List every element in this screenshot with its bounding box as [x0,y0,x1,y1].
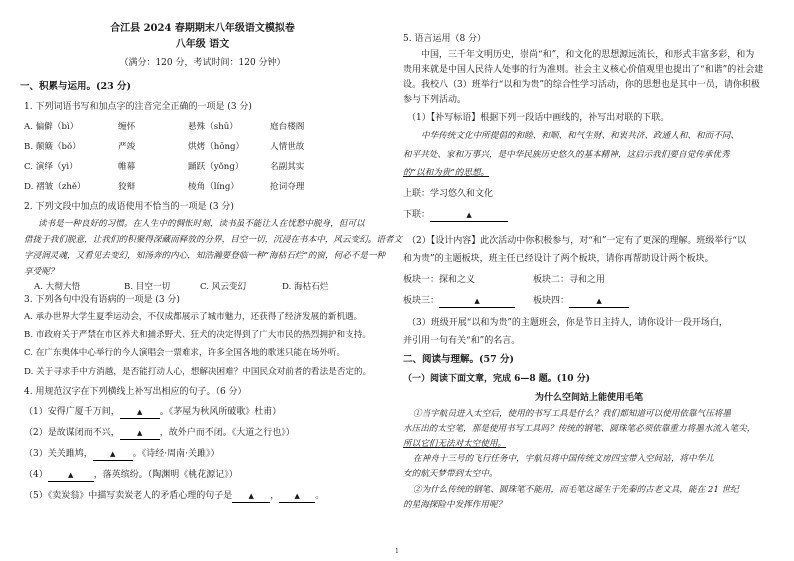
upper-couplet: 上联：学习悠久和文化 [403,189,494,199]
q2-option-a: A. 大彻大悟 [34,282,81,292]
q2-passage-line: 读书是一种良好的习惯。在人生中的惆怅时刻，读书虽不能让人在忧愁中脱身，但可以 [38,219,365,229]
q2-option-b: B. 目空一切 [124,282,171,292]
board-1: 板块一：探和之义 [403,275,476,285]
exam-subtitle: 八年级 语文 [175,39,230,50]
q1-c-2: 帷幕 [118,162,136,172]
q4-item-1: （1）安得广厦千万间， ▲ 。《茅屋为秋风所破歌》杜甫） [24,407,282,417]
q1-d-3: 棱角（líng） [188,182,239,192]
q1-d-2: 狡辩 [118,182,136,192]
q1-a-2: 缠怀 [118,122,136,132]
q5-intro-line: 贵用来就是中国人民待人处事的行为准则。社会主义核心价值观里也提出了“和谐”的社会建 [403,65,764,75]
q1-b-1: B. 颠簸（bǒ） [24,142,81,152]
triangle-icon: ▲ [466,211,472,219]
right-column [403,0,775,561]
answer-blank[interactable] [430,210,508,222]
triangle-icon: ▲ [110,450,116,458]
article-title: 为什么空间站上能使用毛笔 [534,393,643,403]
reading-1-heading: （一）阅读下面文章，完成 6—8 题。(10 分) [403,374,590,384]
page-number: 1 [395,548,399,555]
q3-option-d: D. 关于寻求手中方消越，是否能打动人心，想解决困难？中国民众对前者的看法是否定的。 [24,367,372,377]
q2-passage-line: 享受呢？ [24,267,59,277]
q3-option-c: C. 在广东奥体中心举行的今人演唱会一票难求，许多全国各地的歌迷只能在场外听。 [24,348,346,358]
q1-c-3: 踊跃（yǒng） [188,162,244,172]
q1-d-4: 抢词夺理 [270,182,305,192]
q5-passage-line: 的“以和为贵”的思想。 [403,168,490,178]
q2-passage-line: 字浸润灵魂，又看见去变幻，知汤奔的内心，知浩瀚要登临一种“海枯石烂”的窗，何必不是一种 [24,251,386,261]
q1-a-3: 悬殊（shū） [188,122,238,132]
triangle-icon: ▲ [137,429,143,437]
exam-note: （满分：120 分，考试时间：120 分钟） [119,58,286,68]
section-2-heading: 二、阅读与理解。(57 分) [403,354,515,365]
q1-a-4: 庭台楼阁 [270,122,305,132]
q4-stem: 4. 用规范汉字在下列横线上补写出相应的句子。（6 分） [24,387,247,397]
q5-intro-line: 设。我校八（3）班举行“以和为贵”的综合性学习活动，你的思想也是其中一员，请你积极 [403,80,760,90]
board-3: 板块三： ▲ [403,296,515,308]
article-line: 所以它们无法对太空使用。 [403,439,507,449]
article-line: 女的航天梦带到太空中。 [403,469,498,479]
answer-blank[interactable] [120,407,160,419]
q3-option-b: B. 市政府关于严禁在市区养犬和捕杀野犬、狂犬的决定得到了广大市民的热烈拥护和支持。 [24,330,371,340]
answer-blank[interactable] [93,449,133,461]
q5-passage-line: 中华传统文化中所提倡的和睦、和顺、和气生财、和衷共济、政通人和、和而不同、 [421,131,739,141]
section-1-heading: 一、积累与运用。(23 分) [20,81,132,92]
answer-blank[interactable] [120,428,160,440]
q1-b-4: 人情世故 [270,142,305,152]
answer-blank[interactable] [439,296,515,308]
article-line: ②为什么传统的钢笔、圆珠笔不能用，而毛笔这诞生于先秦的古老文具，能在 21 世纪 [413,485,739,495]
q2-stem: 2. 下列文段中加点的成语使用不恰当的一项是 (3 分) [24,202,234,212]
q1-c-4: 名副其实 [270,162,305,172]
triangle-icon: ▲ [474,297,480,305]
q4-item-3: （3）关关雎鸠， ▲ 。《诗经·周南·关雎》） [24,449,220,459]
article-line: ①当宇航员进入太空后，使用的书写工具是什么？我们都知道可以使用依靠气压将墨 [413,409,731,419]
q5-part-3-line: 并引用一句有关“和”的名言。 [403,336,521,346]
q4-item-2: （2）是故谋闭而不兴， ▲ ，故外户而不闭。《大道之行也》） [24,428,295,438]
q4-item-5: （5）《卖炭翁》中描写卖炭老人的矛盾心理的句子是 ▲ ， ▲ 。 [24,491,325,501]
q1-b-2: 严竣 [118,142,136,152]
q2-passage-line: 借拢于我们脱意，让我们的积聚得深藏而释放的分界，目空一切，沉浸在书本中，风云变幻。语者文 [24,235,403,245]
board-2: 板块二：寻和之用 [533,275,606,285]
answer-blank[interactable] [48,470,94,482]
q5-part-3-line: （3）班级开展“以和为贵”的主题班会，你是节日主持人，请你设计一段开场白， [407,318,728,328]
lower-couplet: 下联： ▲ [403,210,508,222]
q3-option-a: A. 承办世界大学生夏季运动会，不仅成都展示了城市魅力，还获得了经济发展的新机遇。 [24,312,363,322]
q5-intro-line: 参与下列活动。 [403,95,467,105]
answer-blank[interactable] [569,296,629,308]
q2-option-c: C. 风云变幻 [200,282,247,292]
q5-intro-line: 中国，三千年文明历史，崇尚“和”，和文化的思想源远流长，和形式丰富多彩，和为 [421,50,755,60]
triangle-icon: ▲ [137,408,143,416]
triangle-icon: ▲ [294,492,300,500]
exam-title: 合江县 2024 春期期末八年级语文模拟卷 [110,23,295,34]
article-line: 的星海探险中发挥作用呢？ [403,500,507,510]
q5-heading: 5. 语言运用（8 分） [403,34,487,44]
left-column [20,0,403,561]
answer-blank[interactable] [279,491,315,503]
article-line: 在神舟十三号的飞行任务中，宇航员将中国传统文房四宝带入空间站，将中华儿 [413,454,714,464]
q5-passage-line: 和平共处、家和万事兴，是中华民族历史悠久的基本精神，这启示我们要自觉传承优秀 [403,150,730,160]
board-4: 板块四： ▲ [533,296,629,308]
answer-blank[interactable] [232,491,270,503]
q4-item-4: （4） ▲ ，落英缤纷。（陶渊明《桃花源记》） [24,470,238,480]
triangle-icon: ▲ [68,471,74,479]
q5-part-2-line: 和为贵”的主题板块，班主任已经设计了两个板块，请你再帮助设计两个板块。 [403,254,714,264]
q1-a-1: A. 偏僻（bì） [24,122,79,132]
q5-part-1: （1）【补写标语】根据下列一段话中画线的，补写出对联的下联。 [407,113,670,123]
q1-c-1: C. 演绎（yì） [24,162,78,172]
q5-part-2-line: （2）【设计内容】此次活动中你积极参与，对“和”一定有了更深的理解。班级举行“以 [407,236,747,246]
q1-stem: 1. 下列词语书写和加点字的注音完全正确的一项是 (3 分) [24,102,252,112]
q1-d-1: D. 褶皱（zhě） [24,182,86,192]
q2-option-d: D. 海枯石烂 [282,282,329,292]
q1-b-3: 烘烤（hōng） [188,142,245,152]
article-line: 水压出的太空笔，那是使用书写工具吗？传统的钢笔、圆珠笔必须依靠重力将墨水流入笔尖， [403,424,756,434]
q3-stem: 3. 下列各句中没有语病的一项是 (3 分) [24,295,180,305]
triangle-icon: ▲ [596,297,602,305]
triangle-icon: ▲ [248,492,254,500]
